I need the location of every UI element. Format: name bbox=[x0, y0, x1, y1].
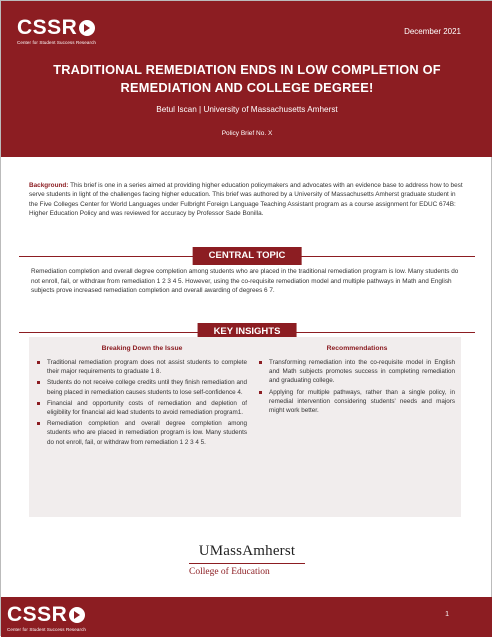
title-line-2: REMEDIATION AND COLLEGE DEGREE! bbox=[120, 80, 374, 95]
play-arrow-icon bbox=[79, 20, 95, 36]
issue-list bbox=[37, 358, 247, 447]
list-item: Applying for multiple pathways, rather than a single policy, in remedial intervention considering students' needs and majors might work better. bbox=[259, 388, 455, 416]
recommendations-column bbox=[259, 345, 455, 417]
list-item: Financial and opportunity costs of remediation and depletion of eligibility for financial aid lead students to avoid remediation program1. bbox=[37, 399, 247, 417]
background-paragraph bbox=[29, 181, 465, 219]
central-topic-title: CENTRAL TOPIC bbox=[193, 247, 302, 265]
page-title bbox=[21, 61, 473, 97]
logo-text: CSSR bbox=[17, 16, 78, 39]
list-item: Transforming remediation into the co-requisite model in English and Math subjects promotes success in completing remediation and graduating college. bbox=[259, 358, 455, 386]
background-label: Background: bbox=[29, 182, 69, 189]
key-insights-panel bbox=[29, 337, 461, 517]
publication-date: December 2021 bbox=[404, 27, 461, 36]
logo-text: CSSR bbox=[7, 603, 68, 626]
umass-logo bbox=[1, 543, 492, 577]
play-arrow-icon bbox=[69, 607, 85, 623]
page-number: 1 bbox=[445, 611, 449, 618]
brief-number: Policy Brief No. X bbox=[221, 130, 273, 137]
umass-wordmark: UMassAmherst bbox=[198, 543, 296, 559]
logo-subtitle: Center for Student Success Research bbox=[17, 40, 97, 45]
key-insights-title: KEY INSIGHTS bbox=[198, 323, 297, 341]
list-item: Remediation completion and overall degree completion among students who are placed in remediation program is low. Many students do not enroll, fail, or withdraw from remediation 1 2 3 4 5. bbox=[37, 419, 247, 447]
issue-column-title: Breaking Down the Issue bbox=[101, 345, 183, 352]
central-topic-text: Remediation completion and overall degree completion among students who are placed in the traditional remediation program is low. Many students do not enroll, fail, or withdraw from remediation 1 2 3 4 5. However, using the co-requisite remediation model and multiple pathways in Math and English subjects prove increased remediation completion and overall awarding of degrees 6 7. bbox=[31, 268, 459, 295]
title-line-1: TRADITIONAL REMEDIATION ENDS IN LOW COMPLETION OF bbox=[53, 62, 441, 77]
cssr-logo-footer bbox=[7, 604, 86, 632]
footer-band bbox=[1, 597, 492, 637]
issue-column bbox=[37, 345, 247, 449]
author-line: Betul Iscan | University of Massachusetts Amherst bbox=[156, 105, 338, 114]
cssr-logo bbox=[17, 17, 96, 45]
umass-rule bbox=[189, 563, 305, 564]
recommendations-list bbox=[259, 358, 455, 415]
college-name: College of Education bbox=[189, 567, 270, 577]
background-text: This brief is one in a series aimed at providing higher education policymakers and advocates with an evidence base to address how to best serve students in light of the challenges facing higher education. This brief was authored by a University of Massachusetts Amherst graduate student in the Five Colleges Center for World Languages under Fulbright Foreign Language Teaching Assistant program as a course assignment for EDUC 674B: Higher Education Policy and was reviewed for accuracy by Professor Sade Bonilla. bbox=[29, 182, 463, 218]
list-item: Traditional remediation program does not assist students to complete their major requirements to graduate 1 8. bbox=[37, 358, 247, 376]
list-item: Students do not receive college credits until they finish remediation and being placed in remediation causes students to lose self-confidence 4. bbox=[37, 378, 247, 396]
logo-subtitle: Center for Student Success Research bbox=[7, 627, 87, 632]
recommendations-column-title: Recommendations bbox=[326, 345, 388, 352]
central-topic-heading bbox=[1, 247, 492, 265]
header-band bbox=[1, 1, 492, 157]
